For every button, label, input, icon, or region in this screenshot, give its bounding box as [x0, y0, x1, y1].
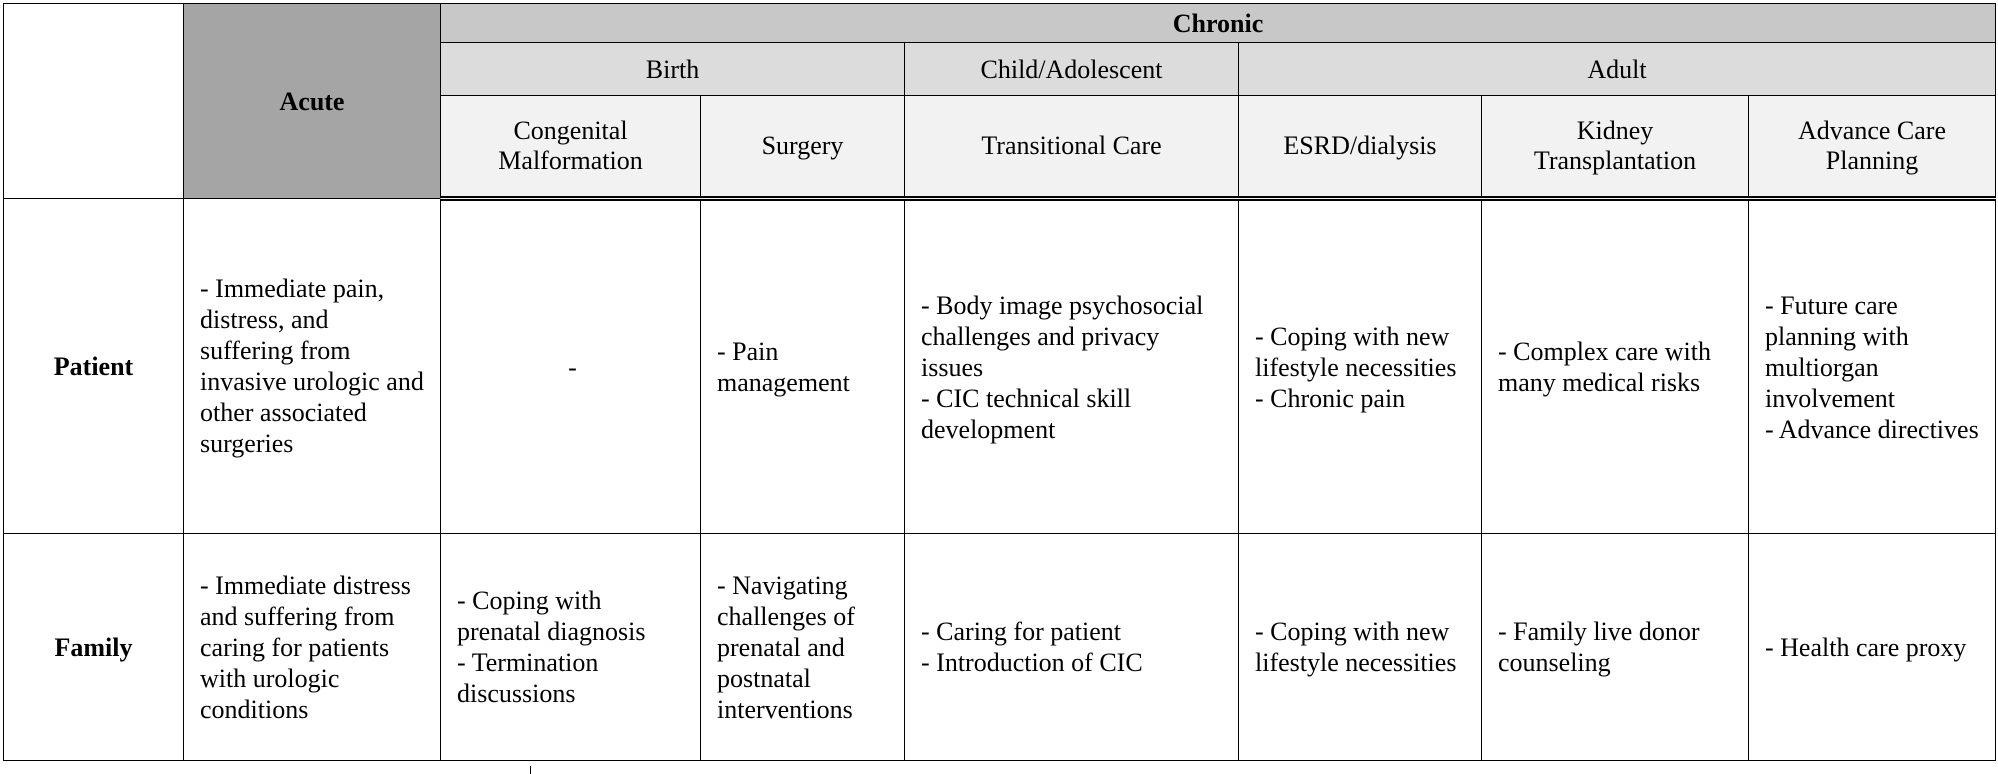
subhead-advance-care-planning: Advance Care Planning: [1749, 96, 1996, 199]
table-edge-stub: [530, 766, 531, 774]
subhead-esrd-dialysis: ESRD/dialysis: [1239, 96, 1482, 199]
cell-patient-acute: [184, 199, 441, 534]
cell-line: - Navigating challenges of prenatal and postnatal interventions: [717, 570, 855, 724]
row-label-family: Family: [4, 534, 184, 761]
table-row-patient: [4, 199, 1996, 534]
cell-line: - Coping with prenatal diagnosis: [457, 586, 646, 646]
cell-family-acute: [184, 534, 441, 761]
cell-line: - Future care planning with multiorgan involvement: [1765, 290, 1909, 413]
subhead-kidney-transplantation: Kidney Transplantation: [1482, 96, 1749, 199]
cell-family-kidney: [1482, 534, 1749, 761]
cell-line: - Immediate pain, distress, and suffering from invasive urologic and other associated surgeries: [200, 274, 424, 458]
header-birth: Birth: [441, 43, 905, 96]
cell-patient-esrd: [1239, 199, 1482, 534]
cell-line: - Coping with new lifestyle necessities: [1255, 617, 1457, 677]
cell-patient-advance: [1749, 199, 1996, 534]
cell-line: - Termination discussions: [457, 648, 599, 708]
cell-family-transitional: [905, 534, 1239, 761]
cell-family-advance: [1749, 534, 1996, 761]
cell-line: - Advance directives: [1765, 414, 1979, 444]
subhead-congenital-malformation: Congenital Malformation: [441, 96, 701, 199]
cell-family-surgery: [701, 534, 905, 761]
header-chronic: Chronic: [441, 4, 1996, 43]
header-row-chronic: [4, 4, 1996, 43]
header-adult: Adult: [1239, 43, 1996, 96]
cell-line: - Pain management: [717, 337, 850, 397]
subhead-transitional-care: Transitional Care: [905, 96, 1239, 199]
cell-family-congenital: [441, 534, 701, 761]
table-row-family: [4, 534, 1996, 761]
cell-line: - Coping with new lifestyle necessities: [1255, 321, 1457, 382]
cell-patient-surgery: [701, 199, 905, 534]
cell-line: - CIC technical skill development: [921, 383, 1132, 444]
cell-patient-transitional: [905, 199, 1239, 534]
header-acute: Acute: [184, 4, 441, 199]
cell-line: - Introduction of CIC: [921, 648, 1143, 677]
corner-cell: [4, 4, 184, 199]
cell-line: - Health care proxy: [1765, 632, 1967, 662]
header-child-adolescent: Child/Adolescent: [905, 43, 1239, 96]
cell-line: - Body image psychosocial challenges and privacy issues: [921, 290, 1204, 382]
cell-line: - Family live donor counseling: [1498, 617, 1700, 677]
cell-line: - Immediate distress and suffering from caring for patients with urologic conditions: [200, 570, 411, 724]
cell-family-esrd: [1239, 534, 1482, 761]
cell-line: - Caring for patient: [921, 617, 1121, 646]
cell-patient-kidney: [1482, 199, 1749, 534]
subhead-surgery: Surgery: [701, 96, 905, 199]
cell-line: - Complex care with many medical risks: [1498, 337, 1711, 397]
cell-patient-congenital: -: [441, 199, 701, 534]
cell-line: - Chronic pain: [1255, 383, 1406, 413]
row-label-patient: Patient: [4, 199, 184, 534]
needs-table: [3, 3, 1996, 761]
